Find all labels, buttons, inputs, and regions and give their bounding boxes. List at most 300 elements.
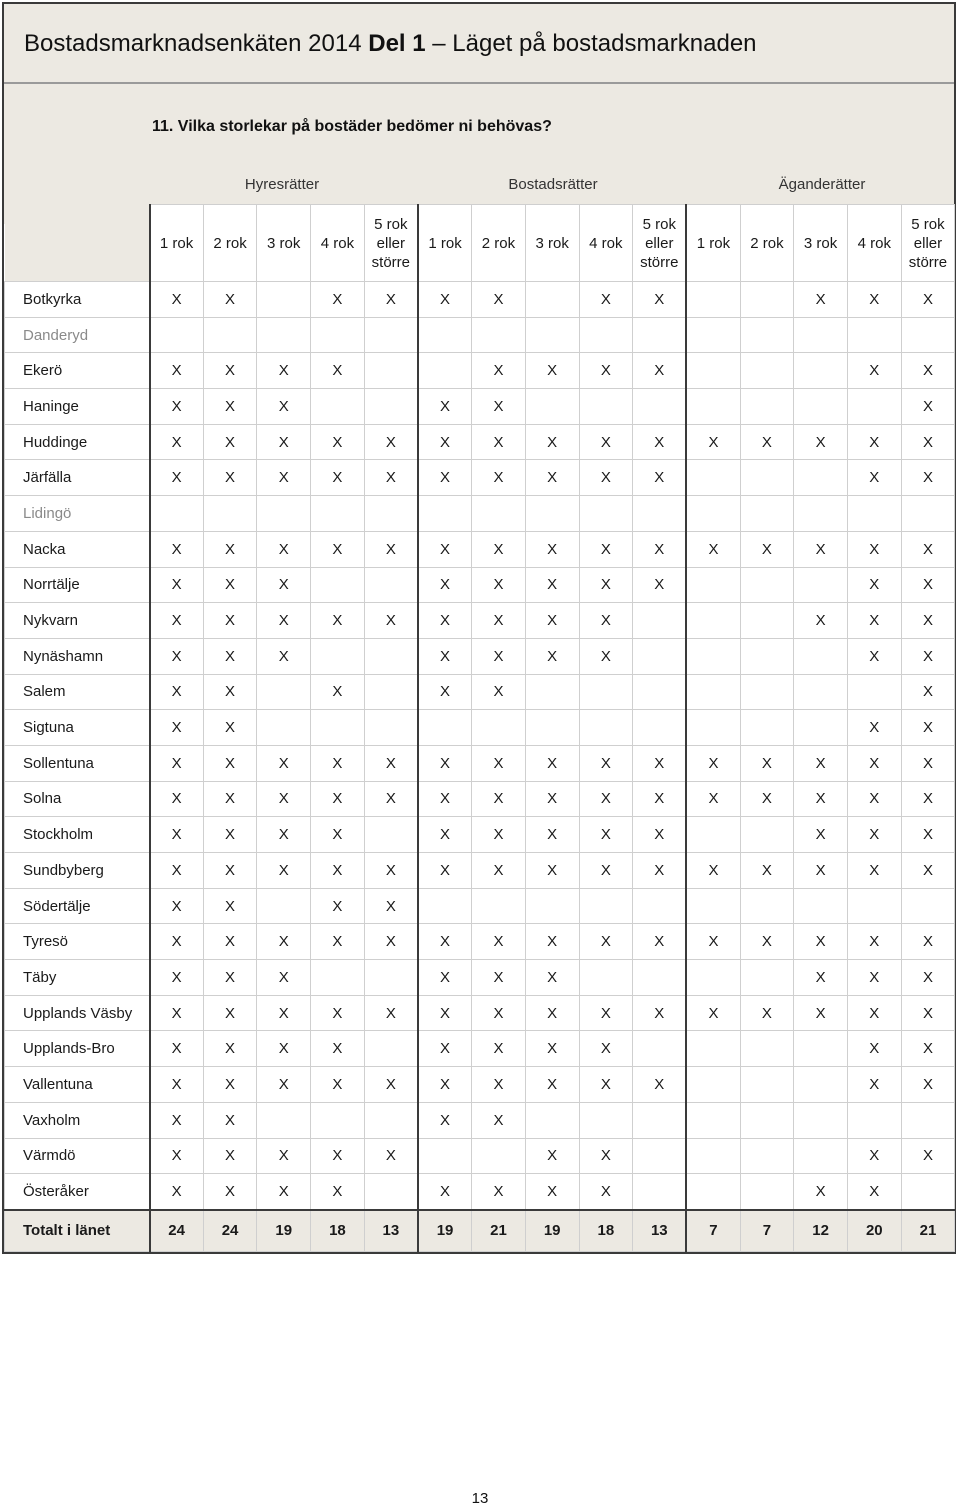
table-cell: X (794, 995, 848, 1031)
table-cell (203, 496, 257, 532)
title-bar (4, 4, 954, 84)
table-cell: X (257, 567, 311, 603)
table-cell: X (203, 781, 257, 817)
table-cell: X (901, 1067, 955, 1103)
table-cell (686, 674, 740, 710)
table-cell (633, 1138, 687, 1174)
group-label-aganderatter: Äganderätter (778, 176, 866, 193)
table-cell: X (525, 745, 579, 781)
table-cell: X (579, 282, 633, 318)
table-cell: X (525, 1174, 579, 1210)
title-suffix: – Läget på bostadsmarknaden (425, 30, 757, 57)
municipality-name: Vaxholm (5, 1102, 150, 1138)
table-cell: X (203, 603, 257, 639)
table-cell: X (794, 853, 848, 889)
column-header-bostads-5: 5 rok eller större (633, 205, 687, 282)
table-cell: X (901, 710, 955, 746)
table-cell (901, 496, 955, 532)
municipality-name: Huddinge (5, 424, 150, 460)
table-cell (794, 496, 848, 532)
table-cell (311, 638, 365, 674)
table-cell: X (472, 282, 526, 318)
table-cell (686, 817, 740, 853)
table-cell: X (901, 603, 955, 639)
table-cell: X (150, 995, 204, 1031)
table-cell (686, 567, 740, 603)
table-cell: X (472, 424, 526, 460)
table-cell: X (418, 745, 472, 781)
table-cell (525, 1102, 579, 1138)
table-cell (686, 1138, 740, 1174)
table-cell: X (794, 960, 848, 996)
table-cell: X (311, 1031, 365, 1067)
table-cell: X (901, 745, 955, 781)
table-cell (686, 638, 740, 674)
column-header-agande-5: 5 rok eller större (901, 205, 955, 282)
group-label-hyresratter: Hyresrätter (244, 176, 320, 193)
table-cell: X (847, 960, 901, 996)
table-cell (472, 496, 526, 532)
table-cell (364, 960, 418, 996)
table-cell (847, 496, 901, 532)
table-cell: X (257, 1138, 311, 1174)
table-cell (418, 317, 472, 353)
document-frame (2, 2, 956, 1254)
table-cell (579, 960, 633, 996)
table-cell: X (794, 817, 848, 853)
table-cell (633, 674, 687, 710)
table-cell: X (847, 531, 901, 567)
table-cell (794, 638, 848, 674)
table-cell (740, 282, 794, 318)
table-row (5, 282, 955, 318)
table-cell: X (150, 1102, 204, 1138)
table-cell: X (901, 853, 955, 889)
column-header-hyres-5: 5 rok eller större (364, 205, 418, 282)
table-cell (901, 888, 955, 924)
table-cell (740, 1174, 794, 1210)
table-cell: X (150, 1174, 204, 1210)
table-cell: X (150, 817, 204, 853)
table-cell (794, 710, 848, 746)
table-cell: X (203, 531, 257, 567)
table-row (5, 638, 955, 674)
table-cell: X (257, 995, 311, 1031)
table-cell: X (150, 710, 204, 746)
table-cell: X (525, 924, 579, 960)
table-cell: X (364, 424, 418, 460)
table-cell: X (150, 745, 204, 781)
municipality-name: Sigtuna (5, 710, 150, 746)
table-cell: X (633, 531, 687, 567)
table-cell (740, 1138, 794, 1174)
table-cell: X (901, 353, 955, 389)
table-cell: X (150, 353, 204, 389)
table-cell (579, 710, 633, 746)
table-cell: X (579, 567, 633, 603)
table-cell: X (901, 389, 955, 425)
table-cell (686, 888, 740, 924)
table-cell (686, 282, 740, 318)
table-cell: X (847, 424, 901, 460)
table-cell: X (901, 531, 955, 567)
table-cell (579, 674, 633, 710)
title-prefix: Bostadsmarknadsenkäten 2014 (24, 30, 369, 57)
table-cell (794, 1031, 848, 1067)
municipality-name: Tyresö (5, 924, 150, 960)
table-cell: X (847, 745, 901, 781)
table-cell (794, 674, 848, 710)
table-cell: X (203, 1102, 257, 1138)
table-cell: X (633, 567, 687, 603)
table-cell (525, 674, 579, 710)
table-cell: X (257, 817, 311, 853)
table-cell: X (203, 567, 257, 603)
table-cell: X (901, 567, 955, 603)
table-cell (633, 1031, 687, 1067)
table-cell: X (794, 282, 848, 318)
table-cell: X (579, 424, 633, 460)
table-cell (686, 1174, 740, 1210)
table-cell: X (418, 282, 472, 318)
table-cell (740, 674, 794, 710)
table-cell (847, 317, 901, 353)
table-cell: X (901, 960, 955, 996)
table-cell: X (257, 353, 311, 389)
table-cell: X (579, 781, 633, 817)
table-cell: X (794, 1174, 848, 1210)
table-cell: X (418, 1067, 472, 1103)
table-cell (794, 567, 848, 603)
table-cell: X (901, 424, 955, 460)
table-cell: X (901, 817, 955, 853)
table-cell: X (257, 924, 311, 960)
table-cell: X (633, 282, 687, 318)
table-cell: X (311, 995, 365, 1031)
table-cell (257, 888, 311, 924)
header-corner (5, 205, 150, 282)
municipality-name: Södertälje (5, 888, 150, 924)
table-cell (740, 496, 794, 532)
table-cell: X (418, 1102, 472, 1138)
table-cell: X (686, 995, 740, 1031)
table-cell: X (203, 960, 257, 996)
municipality-name: Nykvarn (5, 603, 150, 639)
table-cell (257, 282, 311, 318)
table-cell: X (847, 781, 901, 817)
table-cell: X (579, 353, 633, 389)
total-value: 13 (364, 1210, 418, 1252)
total-value: 20 (847, 1210, 901, 1252)
table-cell: X (418, 817, 472, 853)
table-cell (311, 1102, 365, 1138)
table-cell (472, 710, 526, 746)
table-cell: X (794, 745, 848, 781)
table-row (5, 781, 955, 817)
table-cell (740, 603, 794, 639)
table-cell (364, 638, 418, 674)
table-cell: X (740, 745, 794, 781)
table-cell (418, 888, 472, 924)
table-cell: X (579, 924, 633, 960)
table-row (5, 853, 955, 889)
table-row (5, 389, 955, 425)
table-row (5, 1102, 955, 1138)
table-cell: X (740, 924, 794, 960)
table-cell: X (311, 282, 365, 318)
table-cell: X (203, 389, 257, 425)
table-cell (686, 1067, 740, 1103)
table-cell (257, 674, 311, 710)
table-cell: X (203, 674, 257, 710)
table-cell (794, 389, 848, 425)
table-cell: X (525, 353, 579, 389)
table-cell: X (686, 853, 740, 889)
title-bold: Del 1 (368, 30, 426, 57)
table-cell (686, 353, 740, 389)
table-cell: X (257, 745, 311, 781)
table-cell: X (311, 603, 365, 639)
table-cell (740, 960, 794, 996)
table-cell: X (257, 531, 311, 567)
table-cell (794, 1102, 848, 1138)
table-cell (740, 1031, 794, 1067)
table-cell: X (418, 460, 472, 496)
table-cell: X (150, 460, 204, 496)
table-cell: X (525, 638, 579, 674)
table-cell: X (901, 924, 955, 960)
table-cell: X (847, 924, 901, 960)
table-cell (740, 1102, 794, 1138)
table-cell: X (472, 460, 526, 496)
table-cell: X (418, 389, 472, 425)
table-cell: X (686, 745, 740, 781)
table-cell: X (579, 745, 633, 781)
table-cell: X (740, 995, 794, 1031)
table-cell (525, 389, 579, 425)
table-cell (525, 888, 579, 924)
table-cell: X (794, 924, 848, 960)
table-cell (740, 567, 794, 603)
table-cell: X (418, 924, 472, 960)
table-row (5, 424, 955, 460)
table-cell: X (418, 674, 472, 710)
table-cell: X (686, 781, 740, 817)
total-value: 18 (579, 1210, 633, 1252)
table-cell (686, 1031, 740, 1067)
question-heading: 11. Vilka storlekar på bostäder bedömer ni behövas? (152, 118, 552, 135)
table-cell (633, 603, 687, 639)
table-cell: X (901, 995, 955, 1031)
table-cell: X (150, 674, 204, 710)
table-cell (686, 960, 740, 996)
total-value: 18 (311, 1210, 365, 1252)
table-cell: X (150, 638, 204, 674)
column-header-bostads-4: 4 rok (579, 205, 633, 282)
table-row (5, 603, 955, 639)
page-title (24, 30, 757, 58)
table-cell: X (579, 853, 633, 889)
table-cell: X (525, 1031, 579, 1067)
column-header-agande-2: 2 rok (740, 205, 794, 282)
table-cell (364, 1102, 418, 1138)
column-header-row (5, 205, 955, 282)
table-cell: X (203, 710, 257, 746)
table-cell (633, 638, 687, 674)
table-cell: X (686, 424, 740, 460)
table-cell: X (740, 531, 794, 567)
column-header-hyres-4: 4 rok (311, 205, 365, 282)
table-cell (472, 1138, 526, 1174)
table-cell (418, 496, 472, 532)
table-cell (311, 317, 365, 353)
table-cell: X (364, 781, 418, 817)
column-header-agande-3: 3 rok (794, 205, 848, 282)
table-cell: X (901, 1031, 955, 1067)
table-cell (686, 603, 740, 639)
table-cell (794, 1067, 848, 1103)
table-cell (847, 389, 901, 425)
total-label: Totalt i länet (5, 1210, 150, 1252)
table-cell: X (794, 781, 848, 817)
results-table (4, 204, 955, 1252)
table-cell (364, 353, 418, 389)
table-cell: X (364, 853, 418, 889)
table-cell (740, 888, 794, 924)
table-cell: X (203, 460, 257, 496)
column-header-hyres-1: 1 rok (150, 205, 204, 282)
table-cell: X (311, 1067, 365, 1103)
table-cell: X (203, 888, 257, 924)
table-cell: X (472, 1102, 526, 1138)
table-cell: X (794, 424, 848, 460)
table-cell (472, 317, 526, 353)
table-cell: X (150, 1067, 204, 1103)
table-cell (364, 1031, 418, 1067)
table-cell: X (847, 1067, 901, 1103)
table-cell (633, 960, 687, 996)
table-cell: X (633, 353, 687, 389)
table-cell (579, 317, 633, 353)
municipality-name: Ekerö (5, 353, 150, 389)
table-cell: X (150, 389, 204, 425)
table-cell: X (364, 745, 418, 781)
table-cell: X (150, 567, 204, 603)
table-cell: X (901, 282, 955, 318)
municipality-name: Österåker (5, 1174, 150, 1210)
table-cell (525, 317, 579, 353)
table-cell (364, 674, 418, 710)
table-cell: X (418, 1031, 472, 1067)
table-cell: X (364, 888, 418, 924)
table-cell: X (150, 960, 204, 996)
table-cell (740, 710, 794, 746)
table-cell: X (847, 710, 901, 746)
table-row (5, 317, 955, 353)
table-cell: X (525, 1067, 579, 1103)
table-cell: X (579, 460, 633, 496)
table-cell (364, 567, 418, 603)
table-cell: X (579, 638, 633, 674)
table-cell: X (847, 603, 901, 639)
table-cell: X (901, 638, 955, 674)
table-cell: X (525, 781, 579, 817)
table-cell: X (472, 1067, 526, 1103)
total-value: 7 (740, 1210, 794, 1252)
table-row (5, 1031, 955, 1067)
table-cell (579, 389, 633, 425)
table-cell: X (257, 424, 311, 460)
table-cell: X (472, 817, 526, 853)
table-cell (364, 317, 418, 353)
table-cell (847, 1102, 901, 1138)
table-row (5, 710, 955, 746)
table-cell: X (150, 424, 204, 460)
table-row (5, 745, 955, 781)
table-cell: X (740, 853, 794, 889)
table-cell: X (150, 924, 204, 960)
table-row (5, 353, 955, 389)
table-cell: X (525, 1138, 579, 1174)
table-cell: X (525, 460, 579, 496)
table-cell: X (311, 531, 365, 567)
total-value: 19 (257, 1210, 311, 1252)
table-cell (472, 888, 526, 924)
table-cell: X (418, 638, 472, 674)
table-cell: X (418, 1174, 472, 1210)
table-cell: X (257, 638, 311, 674)
table-cell: X (847, 853, 901, 889)
table-cell: X (847, 1031, 901, 1067)
table-cell (901, 317, 955, 353)
table-row (5, 460, 955, 496)
total-value: 21 (901, 1210, 955, 1252)
table-cell: X (311, 924, 365, 960)
table-cell: X (633, 424, 687, 460)
table-cell (579, 888, 633, 924)
table-cell (150, 496, 204, 532)
table-cell: X (579, 603, 633, 639)
table-cell: X (150, 853, 204, 889)
table-cell: X (364, 531, 418, 567)
table-cell: X (472, 353, 526, 389)
table-cell (686, 460, 740, 496)
table-cell (740, 389, 794, 425)
table-cell: X (686, 924, 740, 960)
total-value: 24 (150, 1210, 204, 1252)
municipality-name: Värmdö (5, 1138, 150, 1174)
table-cell (633, 389, 687, 425)
municipality-name: Lidingö (5, 496, 150, 532)
table-cell (311, 389, 365, 425)
municipality-name: Upplands-Bro (5, 1031, 150, 1067)
table-cell (633, 496, 687, 532)
table-cell: X (203, 424, 257, 460)
table-cell: X (847, 1138, 901, 1174)
table-cell: X (418, 995, 472, 1031)
table-cell: X (257, 389, 311, 425)
municipality-name: Upplands Väsby (5, 995, 150, 1031)
table-cell: X (257, 1067, 311, 1103)
column-header-agande-4: 4 rok (847, 205, 901, 282)
table-cell (686, 1102, 740, 1138)
municipality-name: Nacka (5, 531, 150, 567)
group-label-bostadsratter: Bostadsrätter (508, 176, 598, 193)
table-cell: X (740, 781, 794, 817)
table-cell: X (472, 603, 526, 639)
table-cell: X (847, 995, 901, 1031)
table-cell: X (418, 960, 472, 996)
